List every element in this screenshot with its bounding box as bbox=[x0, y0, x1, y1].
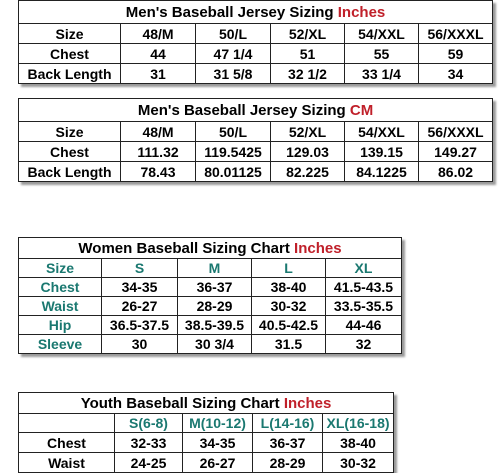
table-cell: 30-32 bbox=[323, 453, 394, 473]
table-cell: 78.43 bbox=[121, 162, 196, 182]
table-cell: 149.27 bbox=[419, 142, 493, 162]
mens-inches-size-col: 54/XXL bbox=[345, 24, 419, 44]
mens-cm-size-header: Size bbox=[19, 122, 121, 142]
youth-size-col: L(14-16) bbox=[253, 414, 323, 433]
table-cell: 40.5-42.5 bbox=[252, 316, 326, 335]
mens-cm-unit: CM bbox=[349, 101, 374, 119]
table-cell: 33.5-35.5 bbox=[326, 297, 402, 316]
table-cell: 44-46 bbox=[326, 316, 402, 335]
table-cell: 31.5 bbox=[252, 335, 326, 354]
mens-inches-size-header: Size bbox=[19, 24, 121, 44]
table-cell: 30-32 bbox=[252, 297, 326, 316]
row-label: Sleeve bbox=[19, 335, 102, 354]
table-cell: 59 bbox=[419, 44, 493, 64]
table-cell: 28-29 bbox=[178, 297, 252, 316]
table-cell: 38.5-39.5 bbox=[178, 316, 252, 335]
table-cell: 32 1/2 bbox=[271, 64, 345, 84]
mens-inches-title bbox=[19, 1, 493, 24]
mens-inches-unit: Inches bbox=[337, 3, 386, 21]
row-label: Chest bbox=[19, 44, 121, 64]
women-unit: Inches bbox=[294, 239, 342, 257]
women-size-col: M bbox=[178, 259, 252, 278]
table-cell: 111.32 bbox=[121, 142, 196, 162]
mens-inches-size-col: 52/XL bbox=[271, 24, 345, 44]
table-row bbox=[19, 453, 394, 473]
table-row bbox=[19, 335, 402, 354]
women-title bbox=[19, 238, 402, 259]
mens-cm-table bbox=[18, 98, 493, 182]
mens-inches-size-col: 48/M bbox=[121, 24, 196, 44]
table-cell: 51 bbox=[271, 44, 345, 64]
table-cell: 31 bbox=[121, 64, 196, 84]
table-cell: 36-37 bbox=[253, 433, 323, 453]
mens-inches-title-text: Men's Baseball Jersey Sizing bbox=[125, 3, 338, 21]
youth-size-header bbox=[19, 414, 115, 433]
table-cell: 44 bbox=[121, 44, 196, 64]
mens-inches-size-col: 50/L bbox=[196, 24, 271, 44]
table-cell: 32 bbox=[326, 335, 402, 354]
table-cell: 36.5-37.5 bbox=[102, 316, 178, 335]
mens-cm-size-col: 48/M bbox=[121, 122, 196, 142]
table-cell: 82.225 bbox=[271, 162, 345, 182]
row-label: Back Length bbox=[19, 64, 121, 84]
row-label: Waist bbox=[19, 453, 115, 473]
women-size-col: XL bbox=[326, 259, 402, 278]
table-cell: 34-35 bbox=[183, 433, 253, 453]
mens-cm-size-col: 50/L bbox=[196, 122, 271, 142]
table-cell: 32-33 bbox=[115, 433, 183, 453]
row-label: Chest bbox=[19, 142, 121, 162]
mens-cm-title bbox=[19, 99, 493, 122]
table-cell: 38-40 bbox=[323, 433, 394, 453]
table-cell: 26-27 bbox=[183, 453, 253, 473]
table-cell: 84.1225 bbox=[345, 162, 419, 182]
table-cell: 34 bbox=[419, 64, 493, 84]
youth-size-col: M(10-12) bbox=[183, 414, 253, 433]
women-table bbox=[18, 237, 402, 354]
table-cell: 36-37 bbox=[178, 278, 252, 297]
youth-size-col: S(6-8) bbox=[115, 414, 183, 433]
table-cell: 28-29 bbox=[253, 453, 323, 473]
table-cell: 30 3/4 bbox=[178, 335, 252, 354]
youth-unit: Inches bbox=[283, 394, 332, 412]
row-label: Back Length bbox=[19, 162, 121, 182]
table-row bbox=[19, 162, 493, 182]
table-row bbox=[19, 297, 402, 316]
row-label: Chest bbox=[19, 433, 115, 453]
mens-cm-size-col: 52/XL bbox=[271, 122, 345, 142]
mens-cm-title-text: Men's Baseball Jersey Sizing bbox=[137, 101, 350, 119]
women-size-header: Size bbox=[19, 259, 102, 278]
row-label: Waist bbox=[19, 297, 102, 316]
table-cell: 139.15 bbox=[345, 142, 419, 162]
table-row bbox=[19, 316, 402, 335]
table-cell: 31 5/8 bbox=[196, 64, 271, 84]
table-cell: 34-35 bbox=[102, 278, 178, 297]
table-cell: 119.5425 bbox=[196, 142, 271, 162]
youth-size-col: XL(16-18) bbox=[323, 414, 394, 433]
youth-table bbox=[18, 392, 394, 473]
row-label: Chest bbox=[19, 278, 102, 297]
table-cell: 24-25 bbox=[115, 453, 183, 473]
table-row bbox=[19, 433, 394, 453]
mens-inches-size-col: 56/XXXL bbox=[419, 24, 493, 44]
table-row bbox=[19, 278, 402, 297]
table-cell: 47 1/4 bbox=[196, 44, 271, 64]
table-row bbox=[19, 64, 493, 84]
mens-cm-size-col: 54/XXL bbox=[345, 122, 419, 142]
mens-inches-table bbox=[18, 0, 493, 84]
table-row bbox=[19, 142, 493, 162]
table-cell: 41.5-43.5 bbox=[326, 278, 402, 297]
table-cell: 55 bbox=[345, 44, 419, 64]
youth-title-text: Youth Baseball Sizing Chart bbox=[80, 394, 284, 412]
table-cell: 80.01125 bbox=[196, 162, 271, 182]
women-size-col: S bbox=[102, 259, 178, 278]
youth-title bbox=[19, 393, 394, 414]
women-title-text: Women Baseball Sizing Chart bbox=[78, 239, 295, 257]
table-cell: 38-40 bbox=[252, 278, 326, 297]
women-size-col: L bbox=[252, 259, 326, 278]
row-label: Hip bbox=[19, 316, 102, 335]
table-cell: 30 bbox=[102, 335, 178, 354]
table-row bbox=[19, 44, 493, 64]
table-cell: 33 1/4 bbox=[345, 64, 419, 84]
mens-cm-size-col: 56/XXXL bbox=[419, 122, 493, 142]
table-cell: 86.02 bbox=[419, 162, 493, 182]
table-cell: 129.03 bbox=[271, 142, 345, 162]
table-cell: 26-27 bbox=[102, 297, 178, 316]
